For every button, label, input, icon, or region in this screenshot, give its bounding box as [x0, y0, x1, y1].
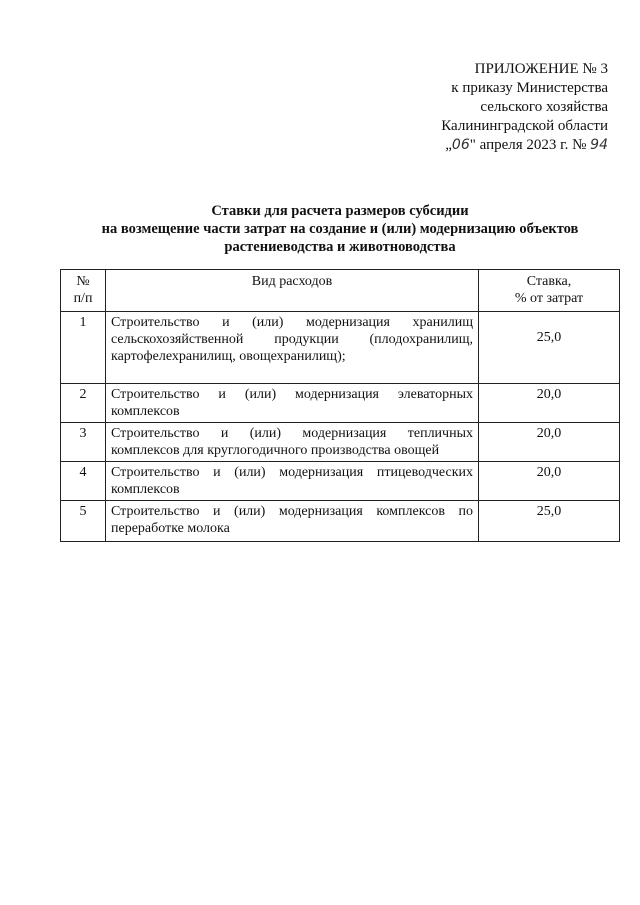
row-expense-type: Строительство и (или) модернизация элеваторных комплексов	[106, 384, 479, 423]
title-line-1: Ставки для расчета размеров субсидии	[211, 203, 469, 219]
appendix-block	[368, 60, 608, 155]
row-expense-type: Строительство и (или) модернизация хранилищ сельскохозяйственной продукции (плодохранилищ, картофелехранилищ, овощехранилищ);	[106, 312, 479, 384]
title-line-3: растениеводства и животноводства	[224, 239, 456, 255]
row-rate: 20,0	[479, 462, 620, 501]
row-rate: 25,0	[479, 501, 620, 542]
header-expense-type: Вид расходов	[106, 270, 479, 312]
handwritten-day: 06	[451, 137, 470, 153]
row-number: 3	[61, 423, 106, 462]
row-number: 5	[61, 501, 106, 542]
row-number: 2	[61, 384, 106, 423]
document-title	[60, 202, 620, 256]
row-rate: 20,0	[479, 384, 620, 423]
title-line-2: на возмещение части затрат на создание и (или) модернизацию объектов	[101, 221, 579, 237]
appendix-title: ПРИЛОЖЕНИЕ № 3	[474, 61, 608, 77]
table-row	[61, 423, 620, 462]
handwritten-order-number: 94	[590, 137, 608, 153]
table-row	[61, 312, 620, 384]
header-number-abbrev: п/п	[73, 291, 93, 306]
header-number	[61, 270, 106, 312]
table-row	[61, 501, 620, 542]
appendix-region: Калининградской области	[441, 118, 608, 134]
appendix-ministry: сельского хозяйства	[480, 99, 608, 115]
row-number: 1	[61, 312, 106, 384]
table-row	[61, 384, 620, 423]
header-rate	[479, 270, 620, 312]
appendix-order-ref: к приказу Министерства	[451, 80, 608, 96]
appendix-date-line: „06" апреля 2023 г. № 94	[445, 137, 608, 153]
row-number: 4	[61, 462, 106, 501]
appendix-date-text: апреля 2023 г. №	[479, 137, 587, 153]
row-expense-type: Строительство и (или) модернизация комплексов по переработке молока	[106, 501, 479, 542]
row-rate: 25,0	[479, 312, 620, 384]
row-expense-type: Строительство и (или) модернизация птицеводческих комплексов	[106, 462, 479, 501]
row-rate: 20,0	[479, 423, 620, 462]
table-row	[61, 462, 620, 501]
header-number-symbol: №	[76, 274, 90, 289]
row-expense-type: Строительство и (или) модернизация тепличных комплексов для круглогодичного производства овощей	[106, 423, 479, 462]
table-header-row	[61, 270, 620, 312]
header-rate-unit: % от затрат	[514, 291, 584, 306]
rates-table	[60, 269, 620, 542]
header-rate-label: Ставка,	[526, 274, 572, 289]
